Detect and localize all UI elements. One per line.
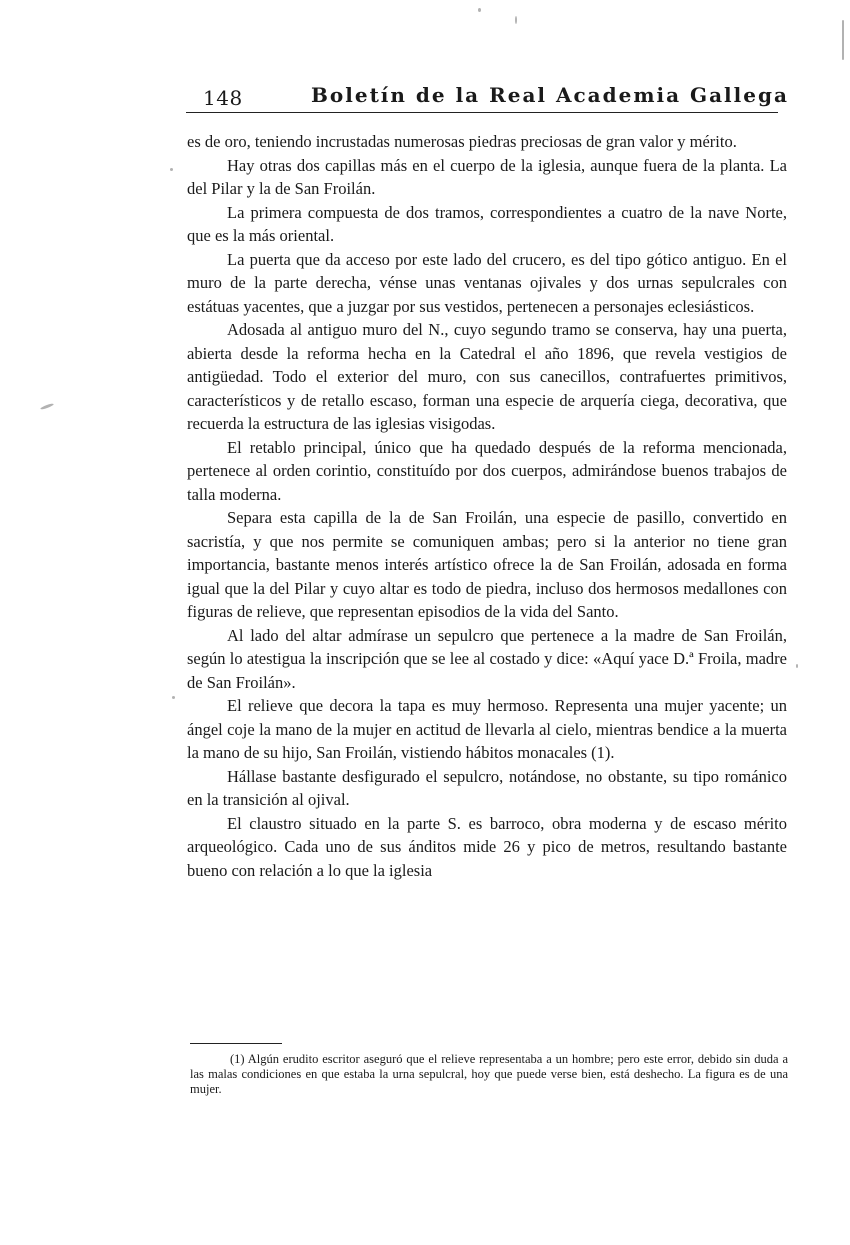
paragraph: Al lado del altar admírase un sepulcro que pertenece a la madre de San Froilán, según lo atestigua la inscripción que se lee al costado y dice: «Aquí yace D.ª Froila, madre de San Froilán». — [187, 625, 787, 692]
paragraph: Hállase bastante desfigurado el sepulcro, notándose, no obstante, su tipo románico en la transición al ojival. — [187, 766, 787, 809]
scan-speck — [40, 403, 54, 411]
footnote: (1) Algún erudito escritor aseguró que el relieve representaba a un hombre; pero este error, debido sin duda a las malas condiciones en que estaba la urna sepulcral, hoy que puede verse bien, está deshecho. La figura es de una mujer. — [190, 1052, 788, 1096]
header-rule — [186, 112, 778, 113]
running-title: Boletín de la Real Academia Gallega — [311, 83, 789, 107]
scan-speck — [170, 168, 173, 171]
paragraph: Adosada al antiguo muro del N., cuyo segundo tramo se conserva, hay una puerta, abierta desde la reforma hecha en la Catedral el año 1896, que revela vestigios de antigüedad. Todo el exterior del muro, con sus canecillos, contrafuertes primitivos, característicos y de retallo escaso, forman una especie de arquería ciega, decorativa, que recuerda la estructura de las iglesias visigodas. — [187, 320, 787, 433]
scan-speck — [842, 20, 844, 60]
scan-speck — [796, 664, 798, 668]
paragraph: El relieve que decora la tapa es muy hermoso. Representa una mujer yacente; un ángel coje la mano de la mujer en actitud de llevarla al cielo, mientras bendice a la muerta la mano de su hijo, San Froilán, vistiendo hábitos monacales (1). — [187, 696, 787, 762]
scan-speck — [515, 16, 517, 24]
body-text — [187, 130, 787, 882]
paragraph: La primera compuesta de dos tramos, correspondientes a cuatro de la nave Norte, que es la más oriental. — [187, 202, 787, 245]
page-number: 148 — [203, 86, 243, 110]
paragraph: Separa esta capilla de la de San Froilán, una especie de pasillo, convertido en sacristía, y que nos permite se comuniquen ambas; pero si la anterior no tiene gran importancia, bastante menos interés artístico ofrece la de San Froilán, adosada en forma igual que la del Pilar y cuyo altar es todo de piedra, incluso dos hermosos medallones con figuras de relieve, que representan episodios de la vida del Santo. — [187, 508, 787, 621]
scan-speck — [172, 696, 175, 699]
footnote-rule — [190, 1043, 282, 1044]
page-header — [203, 80, 789, 114]
paragraph: es de oro, teniendo incrustadas numerosas piedras preciosas de gran valor y mérito. — [187, 132, 737, 151]
paragraph: Hay otras dos capillas más en el cuerpo de la iglesia, aunque fuera de la planta. La del Pilar y la de San Froilán. — [187, 155, 787, 198]
paragraph: El claustro situado en la parte S. es barroco, obra moderna y de escaso mérito arqueológico. Cada uno de sus ánditos mide 26 y pico de metros, resultando bastante bueno con relación a lo que la iglesia — [187, 813, 787, 880]
scan-speck — [478, 8, 481, 12]
paragraph: La puerta que da acceso por este lado del crucero, es del tipo gótico antiguo. En el muro de la parte derecha, vénse unas ventanas ojivales y dos urnas sepulcrales con estátuas yacentes, que a juzgar por sus vestidos, pertenecen a personajes eclesiásticos. — [187, 249, 787, 316]
paragraph: El retablo principal, único que ha quedado después de la reforma mencionada, pertenece al orden corintio, constituído por dos cuerpos, admirándose buenos trabajos de talla moderna. — [187, 437, 787, 504]
